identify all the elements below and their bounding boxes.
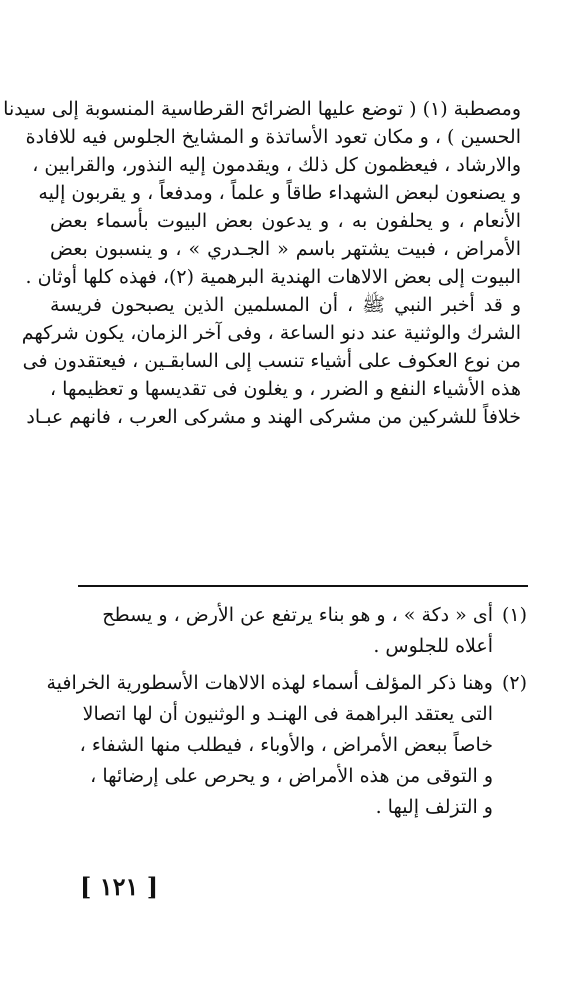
text-line: الشرك والوثنية عند دنو الساعة ، وفى آخر الزمان، يكون شركهم bbox=[21, 322, 521, 344]
text-line: الأنعام ، و يحلفون به ، و يدعون بعض البيوت بأسماء بعض bbox=[50, 210, 521, 232]
footnotes bbox=[46, 600, 527, 829]
footnote-line: و التزلف إليها . bbox=[375, 796, 493, 818]
page-number: [ ١٢١ ] bbox=[80, 872, 159, 901]
text-line: خلافاً للشركين من مشركى الهند و مشركى العرب ، فانهم عبـاد bbox=[26, 406, 521, 428]
text-line: ومصطبة (١) ( توضع عليها الضرائح القرطاسية المنسوبة إلى سيدنا bbox=[3, 98, 521, 120]
text-line: الحسين ) ، و مكان تعود الأساتذة و المشايخ الجلوس فيه للافادة bbox=[25, 126, 521, 148]
footnote-1 bbox=[60, 600, 527, 662]
text-line: من نوع العكوف على أشياء تنسب إلى السابقـين ، فيعتقدون فى bbox=[22, 350, 521, 372]
footnote-number: (٢) bbox=[501, 672, 527, 694]
text-line: الأمراض ، فبيت يشتهر باسم « الجـدري » ، و ينسبون بعض bbox=[50, 238, 521, 260]
main-text bbox=[3, 95, 521, 431]
footnote-line: خاصاً ببعض الأمراض ، والأوباء ، فيطلب منها الشفاء ، bbox=[79, 734, 493, 756]
text-line: والارشاد ، فيعظمون كل ذلك ، ويقدمون إليه النذور، والقرابين ، bbox=[32, 154, 521, 176]
footnote-line: أعلاه للجلوس . bbox=[373, 635, 493, 657]
footnote-line: و التوقى من هذه الأمراض ، و يحرص على إرضائها ، bbox=[90, 765, 493, 787]
footnote-divider bbox=[78, 585, 528, 587]
text-line: البيوت إلى بعض الالاهات الهندية البرهمية (٢)، فهذه كلها أوثان . bbox=[25, 266, 521, 288]
footnote-line: وهنا ذكر المؤلف أسماء لهذه الالاهات الأسطورية الخرافية bbox=[46, 672, 493, 694]
text-line: و يصنعون لبعض الشهداء طاقاً و علماً ، ومدفعاً ، و يقربون إليه bbox=[38, 182, 521, 204]
text-line: هذه الأشياء النفع و الضرر ، و يغلون فى تقديسها و تعظيمها ، bbox=[50, 378, 521, 400]
footnote-line: التى يعتقد البراهمة فى الهنـد و الوثنيون أن لها اتصالا bbox=[82, 703, 493, 725]
footnote-2 bbox=[46, 668, 527, 823]
text-line: و قد أخبر النبي ﷺ ، أن المسلمين الذين يصبحون فريسة bbox=[50, 294, 521, 316]
footnote-line: أى « دكة » ، و هو بناء يرتفع عن الأرض ، و يسطح bbox=[102, 604, 493, 626]
footnote-number: (١) bbox=[501, 604, 527, 626]
